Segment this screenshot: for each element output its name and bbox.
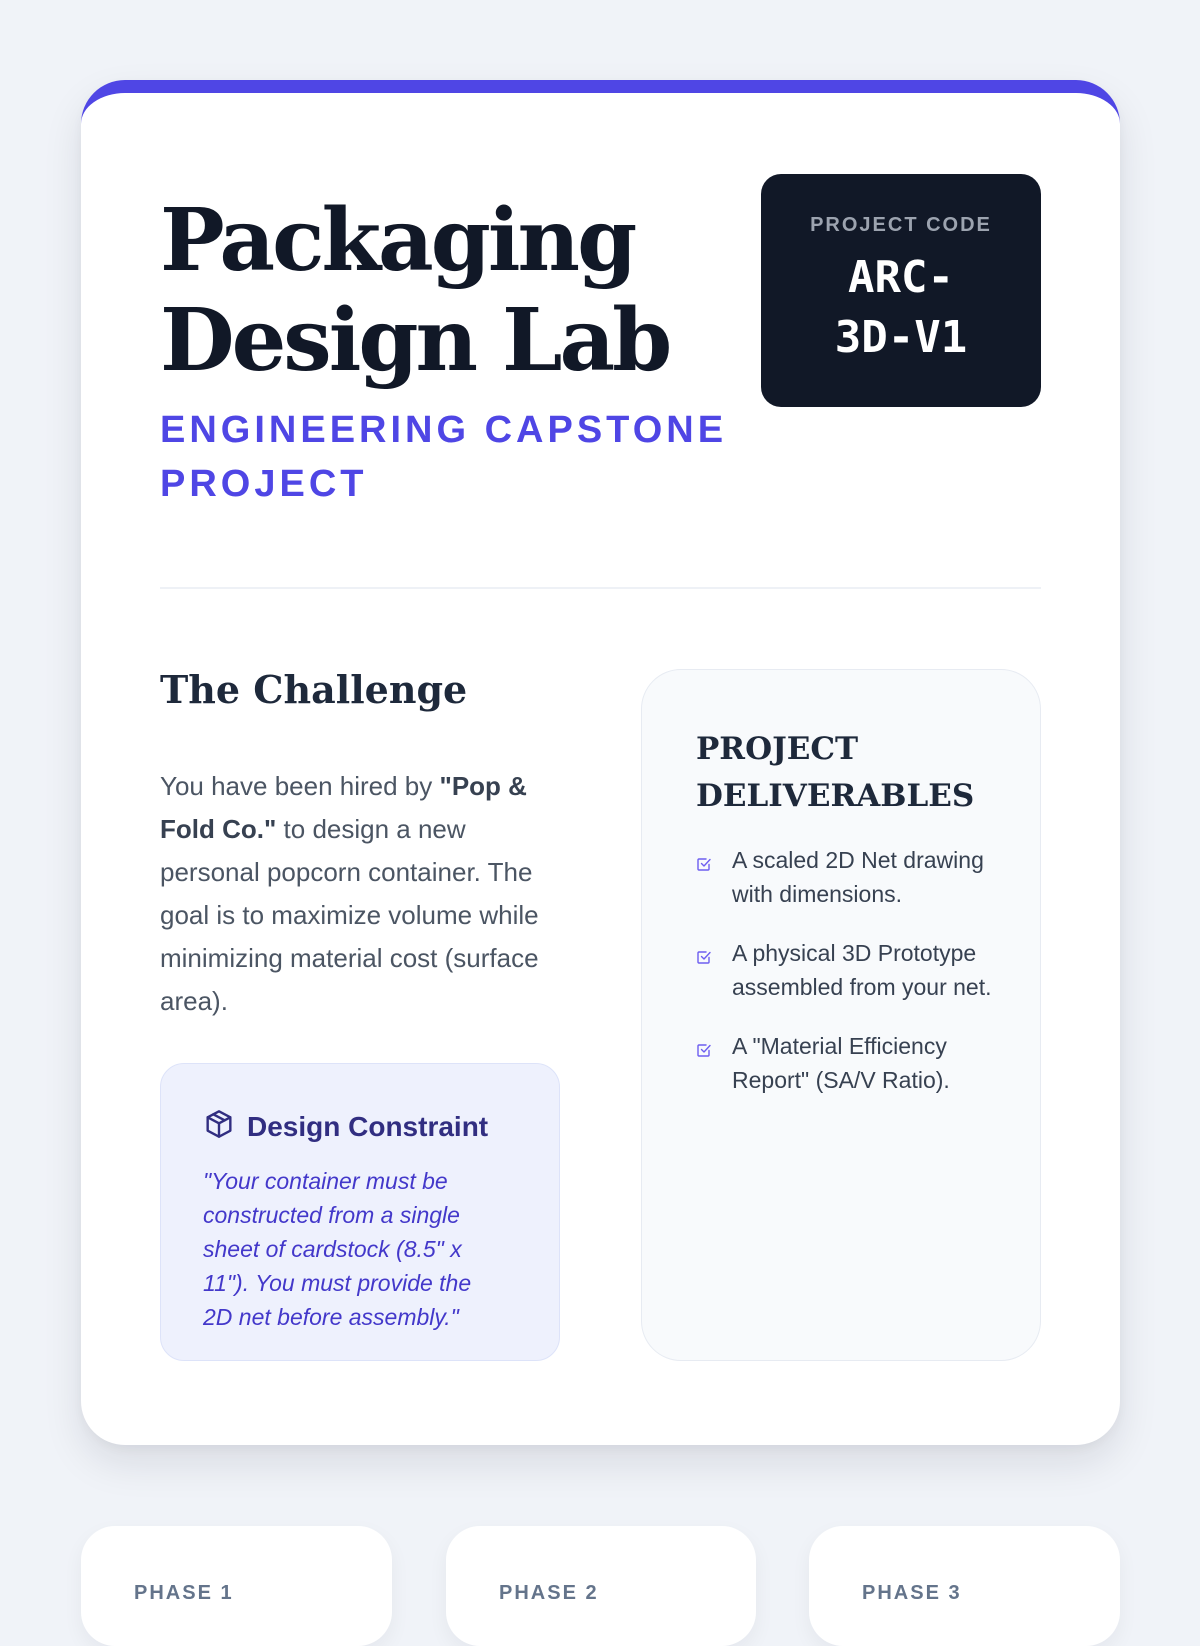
title-line-2: Design Lab [160, 290, 670, 391]
constraint-title: Design Constraint [247, 1110, 489, 1142]
page-subtitle: ENGINEERING CAPSTONE PROJECT [160, 409, 728, 505]
project-brief-card [81, 80, 1120, 1445]
client-name: "Pop & Fold Co." [160, 771, 527, 844]
phase-label: PHASE 1 [134, 1582, 234, 1604]
deliverable-text: A "Material Efficiency Report" (SA/V Ratio). [732, 1033, 950, 1093]
deliverable-text: A scaled 2D Net drawing with dimensions. [732, 847, 984, 907]
deliverables-panel [641, 669, 1041, 1361]
checkbox-icon [696, 949, 712, 970]
title-line-1: Packaging [160, 190, 635, 291]
deliverables-heading [696, 726, 974, 820]
challenge-heading: The Challenge [160, 667, 468, 712]
page-title [160, 191, 720, 391]
constraint-quote: "Your container must be constructed from a single sheet of cardstock (8.5" x 11"). You must provide the 2D net before assembly." [203, 1168, 472, 1330]
design-constraint-callout [160, 1063, 560, 1361]
challenge-rest: to design a new personal popcorn container. The goal is to maximize volume while minimizing material cost (surface area). [160, 814, 539, 1016]
phase-label: PHASE 3 [862, 1582, 962, 1604]
project-code-line-2: 3D-V1 [834, 312, 968, 363]
checkbox-icon [696, 856, 712, 877]
phase-card-2 [446, 1526, 756, 1646]
list-item [696, 844, 996, 911]
project-code-label: PROJECT CODE [810, 214, 992, 236]
checkbox-icon [696, 1042, 712, 1063]
section-divider [160, 587, 1041, 589]
phase-label: PHASE 2 [499, 1582, 599, 1604]
deliverables-heading-line-1: PROJECT [696, 731, 859, 767]
project-code-line-1: ARC- [848, 252, 954, 303]
challenge-intro: You have been hired by [160, 771, 440, 801]
deliverables-list [696, 844, 996, 1123]
deliverables-heading-line-2: DELIVERABLES [696, 778, 975, 814]
phase-card-1 [81, 1526, 392, 1646]
challenge-description [160, 765, 570, 1023]
constraint-header [203, 1108, 488, 1145]
project-code-badge [761, 174, 1041, 407]
deliverable-text: A physical 3D Prototype assembled from your net. [732, 940, 992, 1000]
list-item [696, 937, 996, 1004]
box-icon [203, 1108, 235, 1145]
project-code-value [791, 248, 1011, 368]
list-item [696, 1030, 996, 1097]
phase-card-3 [809, 1526, 1120, 1646]
